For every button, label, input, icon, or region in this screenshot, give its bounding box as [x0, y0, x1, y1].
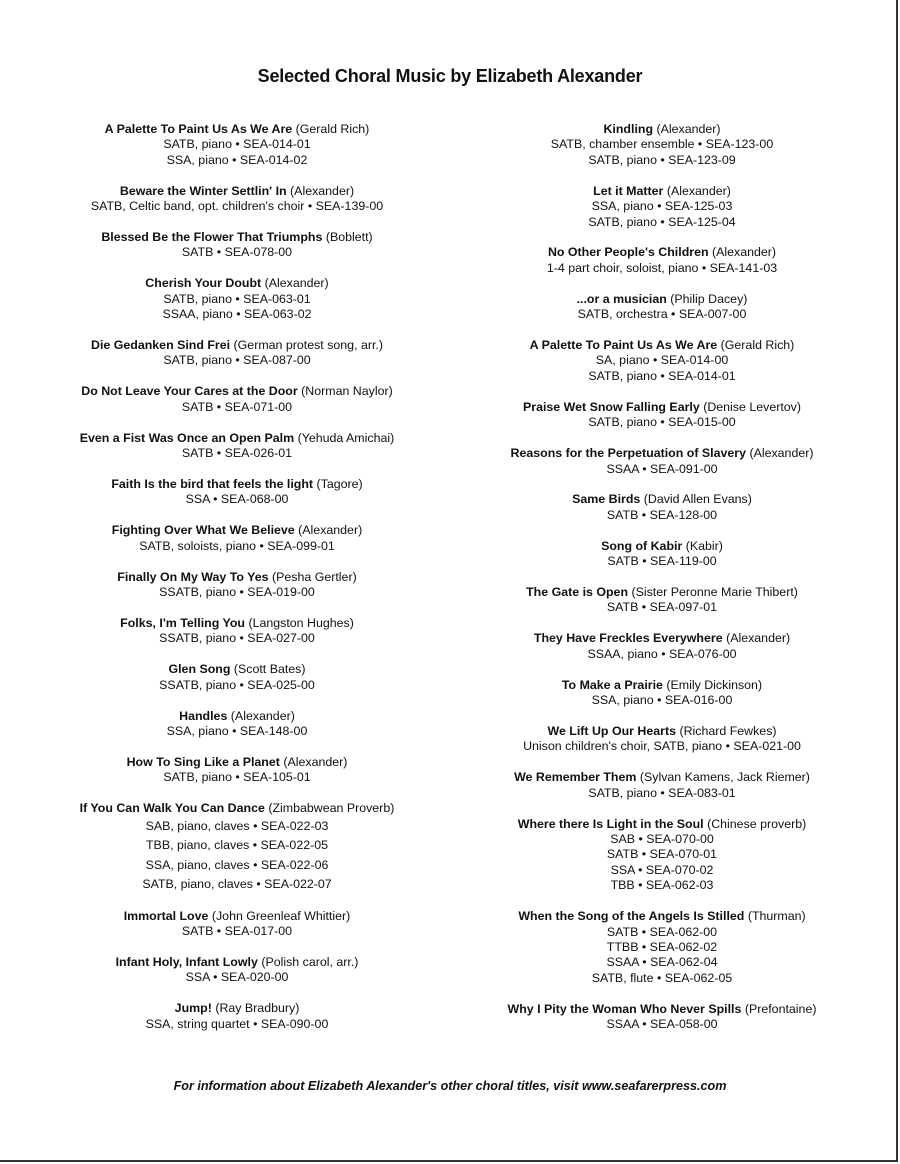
work-entry	[30, 1001, 444, 1032]
work-credit: (Alexander)	[666, 183, 731, 198]
edition-line: Unison children's choir, SATB, piano • SEA-021-00	[523, 739, 801, 754]
work-title: Immortal Love	[123, 908, 209, 923]
work-entry	[30, 122, 444, 168]
work-entry	[30, 184, 444, 215]
work-title: Praise Wet Snow Falling Early	[523, 399, 700, 414]
work-entry	[452, 631, 872, 662]
work-credit: (Ray Bradbury)	[215, 1001, 300, 1016]
edition-line: SATB • SEA-070-01	[606, 847, 718, 862]
work-title: Glen Song	[168, 662, 231, 677]
edition-line: TBB, piano, claves • SEA-022-05	[145, 838, 329, 853]
work-heading	[30, 477, 444, 492]
work-heading	[30, 662, 444, 677]
right-column	[452, 122, 872, 1048]
work-heading	[30, 709, 444, 724]
work-title: They Have Freckles Everywhere	[533, 631, 723, 646]
work-credit: (Prefontaine)	[744, 1001, 817, 1016]
edition-line: SSATB, piano • SEA-019-00	[159, 585, 315, 600]
work-entry	[452, 909, 872, 986]
edition-line: SSAA • SEA-062-04	[606, 955, 718, 970]
work-heading	[452, 245, 872, 260]
work-credit: (Chinese proverb)	[707, 816, 807, 831]
edition-line: SSAA, piano • SEA-063-02	[162, 307, 312, 322]
edition-line: SATB • SEA-128-00	[606, 507, 718, 522]
work-credit: (Alexander)	[712, 245, 777, 260]
work-title: A Palette To Paint Us As We Are	[104, 122, 293, 136]
edition-line: SATB • SEA-071-00	[181, 399, 293, 414]
work-heading	[30, 184, 444, 199]
work-title: When the Song of the Angels Is Stilled	[518, 909, 745, 924]
work-entry	[30, 662, 444, 693]
work-credit: (Kabir)	[685, 538, 723, 553]
edition-line: SSA • SEA-020-00	[185, 970, 289, 985]
work-heading	[30, 570, 444, 585]
edition-line: SSATB, piano • SEA-027-00	[159, 631, 315, 646]
work-credit: (Alexander)	[290, 183, 355, 198]
work-entry	[30, 909, 444, 940]
edition-line: SATB, piano • SEA-105-01	[163, 770, 311, 785]
edition-line: SAB • SEA-070-00	[610, 832, 714, 846]
edition-line: SAB, piano, claves • SEA-022-03	[145, 818, 329, 833]
work-entry	[30, 230, 444, 261]
work-title: Where there Is Light in the Soul	[517, 816, 704, 831]
work-credit: (Thurman)	[747, 909, 806, 924]
work-credit: (Richard Fewkes)	[679, 723, 777, 738]
work-entry	[30, 570, 444, 601]
work-heading	[30, 616, 444, 631]
work-title: A Palette To Paint Us As We Are	[529, 338, 718, 353]
work-heading	[30, 230, 444, 245]
work-heading	[30, 338, 444, 353]
edition-line: SATB, piano • SEA-125-04	[588, 214, 736, 229]
work-entry	[452, 678, 872, 709]
work-title: Cherish Your Doubt	[145, 276, 262, 291]
edition-line: SATB • SEA-078-00	[181, 245, 293, 260]
work-entry	[30, 338, 444, 369]
work-credit: (Alexander)	[264, 276, 329, 291]
work-credit: (Tagore)	[316, 477, 363, 491]
edition-line: SATB • SEA-097-01	[606, 600, 718, 615]
work-credit: (Philip Dacey)	[670, 291, 748, 306]
work-credit: (Sylvan Kamens, Jack Riemer)	[639, 770, 810, 785]
work-entry	[30, 616, 444, 647]
work-title: Blessed Be the Flower That Triumphs	[101, 230, 323, 245]
work-heading	[452, 724, 872, 739]
work-credit: (David Allen Evans)	[643, 492, 752, 507]
work-entry	[30, 384, 444, 415]
work-entry	[452, 1002, 872, 1033]
edition-line: SSA, piano, claves • SEA-022-06	[145, 857, 329, 872]
edition-line: SSAA • SEA-091-00	[606, 461, 718, 476]
work-credit: (Alexander)	[283, 754, 348, 769]
edition-line: SATB, soloists, piano • SEA-099-01	[139, 538, 335, 553]
work-title: No Other People's Children	[547, 245, 709, 260]
work-title: Folks, I'm Telling You	[120, 615, 245, 630]
work-credit: (Boblett)	[325, 230, 373, 245]
footer-note: For information about Elizabeth Alexander's other choral titles, visit www.seafarerpress.com	[173, 1079, 727, 1093]
work-entry	[30, 755, 444, 786]
edition-line: SATB • SEA-119-00	[607, 554, 717, 569]
work-heading	[452, 184, 872, 199]
page-title: Selected Choral Music by Elizabeth Alexander	[257, 66, 643, 86]
work-title: We Lift Up Our Hearts	[547, 723, 676, 738]
work-entry	[452, 245, 872, 276]
work-credit: (Sister Peronne Marie Thibert)	[631, 585, 798, 600]
edition-line: SSA, string quartet • SEA-090-00	[145, 1016, 329, 1031]
left-column	[30, 122, 444, 1048]
edition-line: SATB, flute • SEA-062-05	[591, 970, 733, 985]
work-heading	[452, 631, 872, 646]
work-heading	[452, 492, 872, 507]
edition-line: SSA, piano • SEA-125-03	[591, 199, 733, 214]
work-entry	[452, 770, 872, 801]
work-credit: (Emily Dickinson)	[666, 677, 763, 692]
edition-line: SSATB, piano • SEA-025-00	[159, 677, 315, 692]
work-entry	[30, 801, 444, 894]
work-credit: (Gerald Rich)	[720, 338, 795, 353]
edition-line: SA, piano • SEA-014-00	[595, 353, 729, 368]
work-credit: (Alexander)	[656, 122, 721, 136]
work-title: To Make a Prairie	[561, 677, 663, 692]
work-credit: (Zimbabwean Proverb)	[268, 801, 395, 816]
work-entry	[30, 955, 444, 986]
edition-line: SATB, piano • SEA-015-00	[588, 415, 736, 430]
work-heading	[452, 770, 872, 785]
work-entry	[452, 585, 872, 616]
work-credit: (Langston Hughes)	[248, 615, 354, 630]
edition-line: SATB • SEA-026-01	[181, 446, 293, 461]
work-credit: (John Greenleaf Whittier)	[211, 908, 351, 923]
work-credit: (Gerald Rich)	[295, 122, 370, 136]
work-title: Infant Holy, Infant Lowly	[115, 954, 258, 969]
work-title: Die Gedanken Sind Frei	[91, 338, 231, 353]
work-credit: (Norman Naylor)	[301, 384, 393, 399]
work-credit: (Scott Bates)	[233, 662, 306, 677]
edition-line: SATB, piano • SEA-083-01	[588, 785, 736, 800]
work-title: Do Not Leave Your Cares at the Door	[81, 384, 298, 399]
work-heading	[30, 122, 444, 137]
work-heading	[30, 1001, 444, 1016]
work-title: We Remember Them	[514, 770, 637, 785]
edition-line: SATB, piano • SEA-063-01	[163, 291, 311, 306]
work-heading	[452, 292, 872, 307]
work-title: The Gate is Open	[526, 585, 629, 600]
work-title: Why I Pity the Woman Who Never Spills	[507, 1001, 742, 1016]
work-credit: (Polish carol, arr.)	[261, 954, 359, 969]
edition-line: TTBB • SEA-062-02	[606, 939, 718, 954]
work-credit: (Alexander)	[230, 708, 295, 723]
work-heading	[30, 909, 444, 924]
work-entry	[452, 184, 872, 230]
work-title: Jump!	[174, 1001, 212, 1016]
work-entry	[30, 523, 444, 554]
work-entry	[30, 276, 444, 322]
work-title: Let it Matter	[593, 183, 664, 198]
work-heading	[452, 446, 872, 461]
work-title: Even a Fist Was Once an Open Palm	[79, 430, 295, 445]
work-heading	[30, 755, 444, 770]
work-title: Handles	[179, 708, 228, 723]
work-heading	[30, 384, 444, 399]
work-title: How To Sing Like a Planet	[126, 754, 280, 769]
work-credit: (German protest song, arr.)	[233, 338, 383, 353]
edition-line: SATB, piano • SEA-123-09	[588, 152, 736, 167]
work-title: Finally On My Way To Yes	[117, 569, 269, 584]
work-heading	[452, 817, 872, 832]
work-heading	[30, 955, 444, 970]
work-entry	[452, 492, 872, 523]
work-title: If You Can Walk You Can Dance	[79, 801, 265, 816]
edition-line: SSAA, piano • SEA-076-00	[587, 646, 737, 661]
work-heading	[30, 431, 444, 446]
work-credit: (Pesha Gertler)	[272, 569, 357, 584]
work-heading	[452, 338, 872, 353]
edition-line: SATB, piano • SEA-014-01	[163, 137, 311, 152]
edition-line: TBB • SEA-062-03	[610, 878, 714, 893]
work-title: Kindling	[603, 122, 654, 136]
edition-line: 1-4 part choir, soloist, piano • SEA-141-03	[546, 260, 778, 275]
edition-line: SATB, piano • SEA-014-01	[588, 368, 736, 383]
work-credit: (Alexander)	[726, 631, 791, 646]
work-heading	[452, 122, 872, 137]
work-heading	[452, 585, 872, 600]
work-title: Reasons for the Perpetuation of Slavery	[510, 446, 746, 461]
work-title: Faith Is the bird that feels the light	[111, 477, 314, 491]
work-title: ...or a musician	[576, 291, 667, 306]
work-entry	[452, 400, 872, 431]
work-credit: (Yehuda Amichai)	[297, 430, 395, 445]
work-heading	[452, 678, 872, 693]
edition-line: SSA • SEA-070-02	[610, 862, 714, 877]
work-credit: (Alexander)	[749, 446, 814, 461]
edition-line: SATB, Celtic band, opt. children's choir • SEA-139-00	[90, 199, 384, 214]
work-heading	[452, 400, 872, 415]
work-title: Beware the Winter Settlin' In	[119, 183, 287, 198]
work-entry	[30, 477, 444, 508]
work-entry	[452, 122, 872, 168]
work-heading	[30, 523, 444, 538]
edition-line: SSA • SEA-068-00	[185, 492, 289, 507]
work-title: Song of Kabir	[601, 538, 683, 553]
edition-line: SSAA • SEA-058-00	[606, 1017, 718, 1032]
work-heading	[452, 1002, 872, 1017]
edition-line: SATB, orchestra • SEA-007-00	[577, 307, 747, 322]
work-entry	[452, 817, 872, 894]
edition-line: SSA, piano • SEA-148-00	[166, 723, 308, 738]
edition-line: SSA, piano • SEA-016-00	[591, 693, 733, 708]
work-heading	[30, 276, 444, 291]
work-title: Fighting Over What We Believe	[111, 523, 295, 538]
work-heading	[452, 539, 872, 554]
work-heading	[30, 801, 444, 816]
work-credit: (Denise Levertov)	[703, 399, 801, 414]
edition-line: SATB, piano • SEA-087-00	[163, 353, 311, 368]
edition-line: SATB, chamber ensemble • SEA-123-00	[550, 137, 774, 152]
work-entry	[452, 446, 872, 477]
edition-line: SATB • SEA-017-00	[181, 924, 293, 938]
work-entry	[452, 338, 872, 384]
work-entry	[452, 539, 872, 570]
work-title: Same Birds	[572, 492, 641, 507]
work-heading	[452, 909, 872, 924]
work-entry	[452, 724, 872, 755]
edition-line: SATB • SEA-062-00	[606, 924, 718, 939]
work-credit: (Alexander)	[298, 523, 363, 538]
edition-line: SSA, piano • SEA-014-02	[166, 152, 308, 167]
work-entry	[452, 292, 872, 323]
work-entry	[30, 431, 444, 462]
edition-line: SATB, piano, claves • SEA-022-07	[142, 877, 332, 892]
work-entry	[30, 709, 444, 740]
